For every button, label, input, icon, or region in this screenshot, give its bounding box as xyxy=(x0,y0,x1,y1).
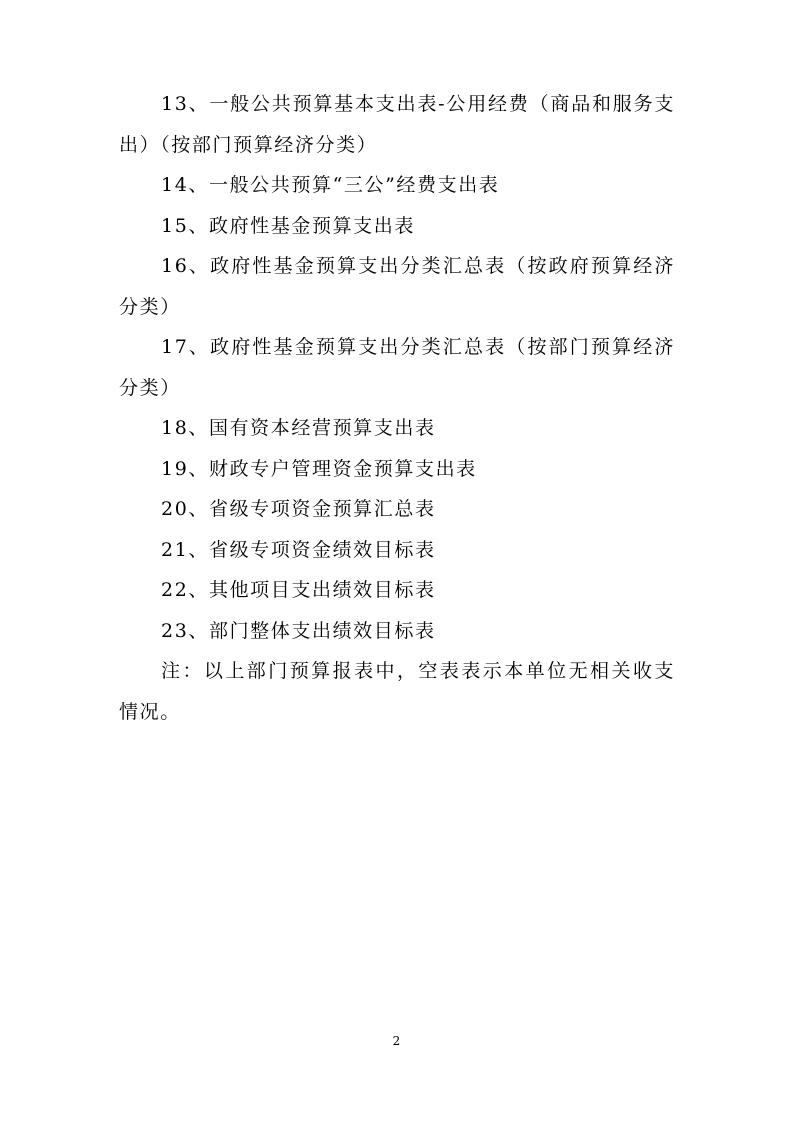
list-item-23: 23、部门整体支出绩效目标表 xyxy=(161,619,436,642)
list-item-22: 22、其他项目支出绩效目标表 xyxy=(161,579,436,601)
list-item-13: 13、一般公共预算基本支出表-公用经费（商品和服务支出）（按部门预算经济分类） xyxy=(119,93,675,156)
note-paragraph: 注：以上部门预算报表中，空表表示本单位无相关收支情况。 xyxy=(119,660,675,723)
list-item-18: 18、国有资本经营预算支出表 xyxy=(161,417,436,439)
list-item-15: 15、政府性基金预算支出表 xyxy=(161,214,415,237)
list-item-21: 21、省级专项资金绩效目标表 xyxy=(161,538,436,561)
table-list xyxy=(119,84,675,732)
list-item-17: 17、政府性基金预算支出分类汇总表（按部门预算经济分类） xyxy=(119,336,675,399)
page-number: 2 xyxy=(392,1034,401,1048)
list-item-19: 19、财政专户管理资金预算支出表 xyxy=(161,457,477,480)
list-item-16: 16、政府性基金预算支出分类汇总表（按政府预算经济分类） xyxy=(119,255,675,318)
list-item-14: 14、一般公共预算“三公”经费支出表 xyxy=(161,174,500,196)
list-item-20: 20、省级专项资金预算汇总表 xyxy=(161,498,436,520)
